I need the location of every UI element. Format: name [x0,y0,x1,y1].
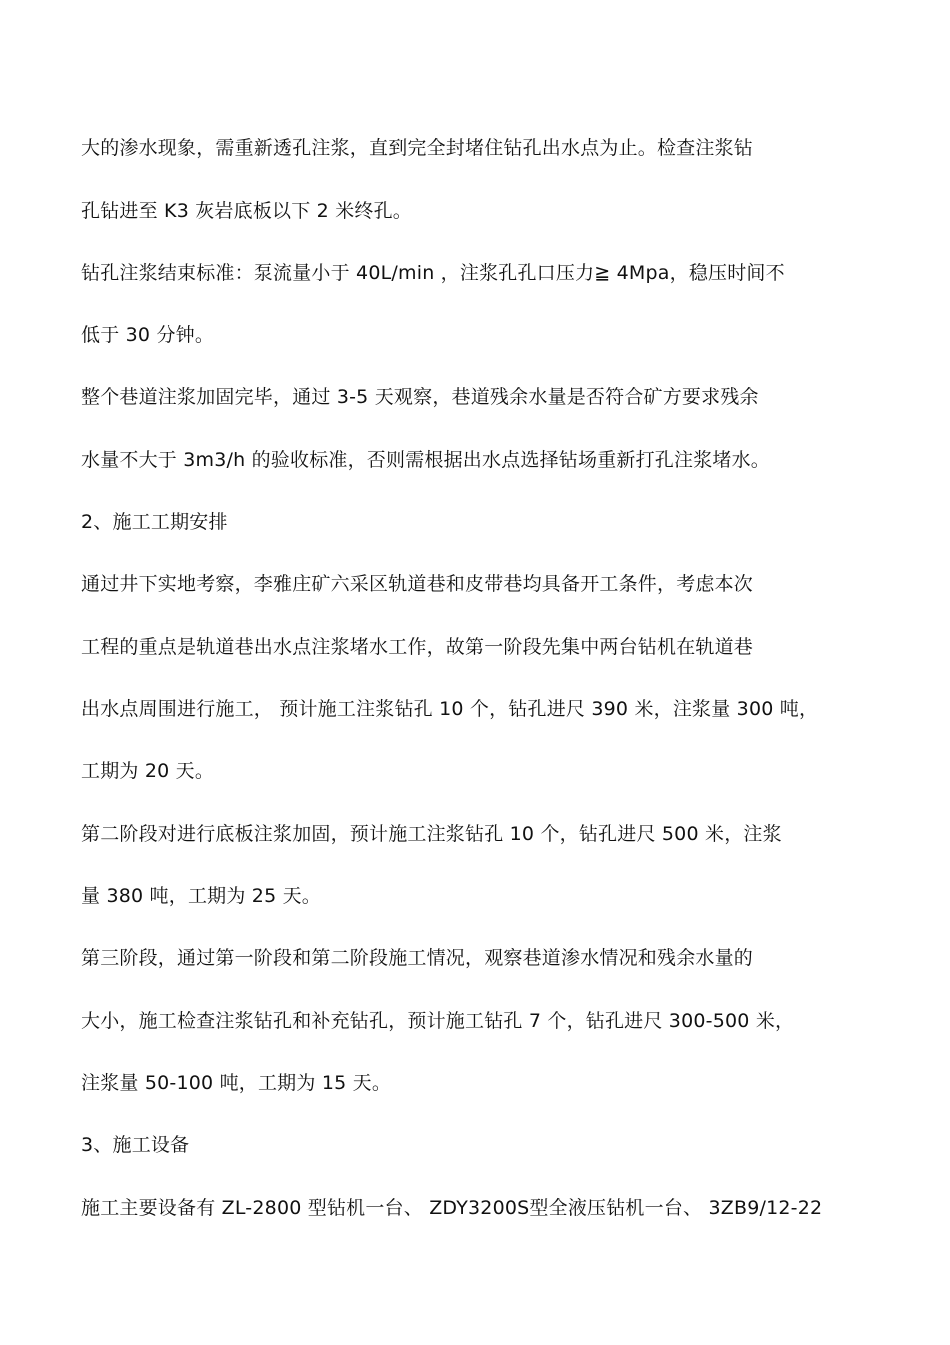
text-line: 水量不大于 3m3/h 的验收标准，否则需根据出水点选择钻场重新打孔注浆堵水。 [81,449,771,471]
text-line: 第二阶段对进行底板注浆加固，预计施工注浆钻孔 10 个，钻孔进尺 500 米，注浆 [81,823,782,845]
section-heading: 3、施工设备 [81,1134,190,1156]
text-line: 工期为 20 天。 [81,760,215,782]
text-line: 注浆量 50-100 吨，工期为 15 天。 [81,1072,392,1094]
text-line: 施工主要设备有 ZL-2800 型钻机一台、 ZDY3200S型全液压钻机一台、 3ZB9/12-22 [81,1197,823,1219]
text-line: 整个巷道注浆加固完毕，通过 3-5 天观察，巷道残余水量是否符合矿方要求残余 [81,386,759,408]
text-line: 通过井下实地考察，李雅庄矿六采区轨道巷和皮带巷均具备开工条件，考虑本次 [81,573,754,595]
text-line: 孔钻进至 K3 灰岩底板以下 2 米终孔。 [81,200,412,222]
section-heading: 2、施工工期安排 [81,511,228,533]
text-line: 出水点周围进行施工， 预计施工注浆钻孔 10 个，钻孔进尺 390 米，注浆量 300 吨， [81,698,819,720]
text-line: 量 380 吨，工期为 25 天。 [81,885,322,907]
text-line: 第三阶段，通过第一阶段和第二阶段施工情况，观察巷道渗水情况和残余水量的 [81,947,754,969]
text-line: 大的渗水现象，需重新透孔注浆，直到完全封堵住钻孔出水点为止。检查注浆钻 [81,137,754,159]
text-line: 钻孔注浆结束标准：泵流量小于 40L/min ，注浆孔孔口压力≧ 4Mpa，稳压时间不 [81,262,785,284]
text-line: 工程的重点是轨道巷出水点注浆堵水工作，故第一阶段先集中两台钻机在轨道巷 [81,636,754,658]
text-line: 大小，施工检查注浆钻孔和补充钻孔，预计施工钻孔 7 个，钻孔进尺 300-500 米， [81,1010,795,1032]
text-line: 低于 30 分钟。 [81,324,215,346]
